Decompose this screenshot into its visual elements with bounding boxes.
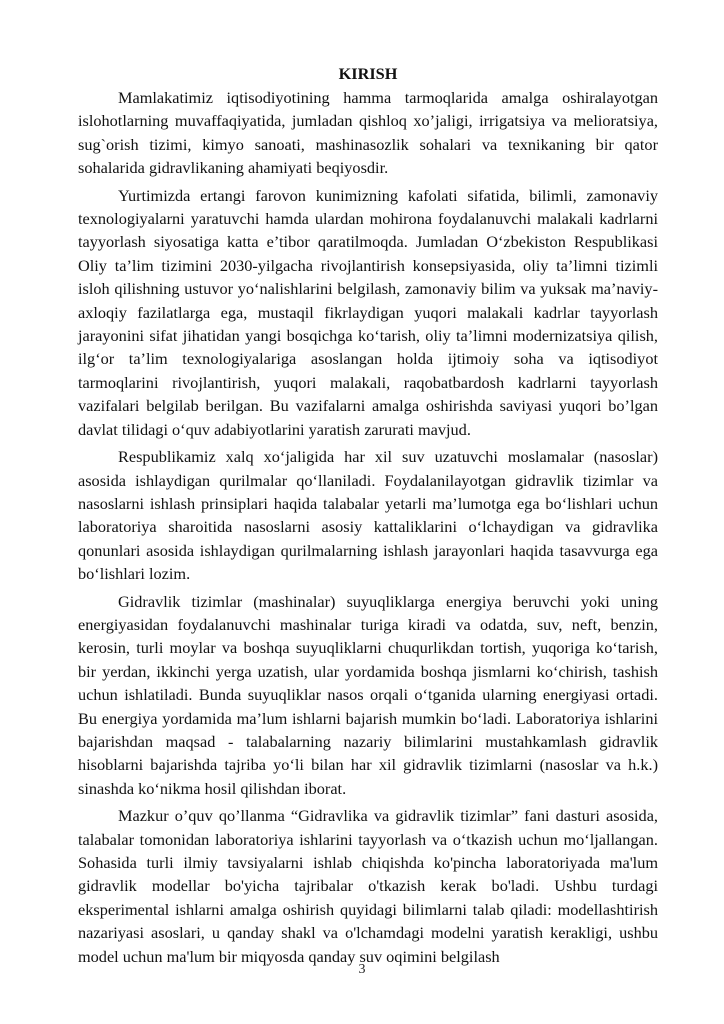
paragraph-2: Yurtimizda ertangi farovon kunimizning kafolati sifatida, bilimli, zamonaviy texnologiyalarni yaratuvchi hamda ulardan mohirona foydalanuvchi malakali kadrlarni tayyorlash siyosatiga katta e’tibor qaratilmoqda. Jumladan O‘zbekiston Respublikasi Oliy ta’lim tizimini 2030-yilgacha rivojlantirish konsepsiyasida, oliy ta’limni tizimli isloh qilishning ustuvor yo‘nalishlarini belgilash, zamonaviy bilim va yuksak ma’naviy-axloqiy fazilatlarga ega, mustaqil fikrlaydigan yuqori malakali kadrlar tayyorlash jarayonini sifat jihatidan yangi bosqichga ko‘tarish, oliy ta’limni modernizatsiya qilish, ilg‘or ta’lim texnologiyalariga asoslangan holda ijtimoiy soha va iqtisodiyot tarmoqlarini rivojlantirish, yuqori malakali, raqobatbardosh kadrlarni tayyorlash vazifalari belgilab berilgan. Bu vazifalarni amalga oshirishda saviyasi yuqori bo’lgan davlat tilidagi o‘quv adabiyotlarini yaratish zarurati mavjud. [78, 185, 658, 439]
document-page [78, 62, 658, 968]
paragraph-5: Mazkur o’quv qo’llanma “Gidravlika va gidravlik tizimlar” fani dasturi asosida, talabalar tomonidan laboratoriya ishlarini tayyorlash va o‘tkazish uchun mo‘ljallangan. Sohasida turli ilmiy tavsiyalarni ishlab chiqishda ko'pincha laboratoriyada ma'lum gidravlik modellar bo'yicha tajribalar o'tkazish kerak bo'ladi. Ushbu turdagi eksperimental ishlarni amalga oshirish quyidagi bilimlarni talab qiladi: modellashtirish nazariyasi asoslari, u qanday shakl va o'lchamdagi modelni yaratish kerakligi, ushbu model uchun ma'lum bir miqyosda qanday suv oqimini belgilash [78, 806, 658, 966]
paragraph-3: Respublikamiz xalq xo‘jaligida har xil suv uzatuvchi moslamalar (nasoslar) asosida ishlaydigan qurilmalar qo‘llaniladi. Foydalanilayotgan gidravlik tizimlar va nasoslarni ishlash prinsiplari haqida talabalar yetarli ma’lumotga ega bo‘lishlari uchun laboratoriya sharoitida nasoslarni asosiy kattaliklarini o‘lchaydigan va gidravlika qonunlari asosida ishlaydigan qurilmalarning ishlash jarayonlari haqida tasavvurga ega bo‘lishlari lozim. [78, 447, 658, 584]
section-title: KIRISH [338, 64, 398, 83]
paragraph-1: Mamlakatimiz iqtisodiyotining hamma tarmoqlarida amalga oshiralayotgan islohotlarning muvaffaqiyatida, jumladan qishloq xo’jaligi, irrigatsiya va melioratsiya, sug`orish tizimi, kimyo sanoati, mashinasozlik sohalari va texnikaning bir qator sohalarida gidravlikaning ahamiyati beqiyosdir. [78, 88, 658, 178]
page-number: 3 [358, 962, 366, 977]
paragraph-4: Gidravlik tizimlar (mashinalar) suyuqliklarga energiya beruvchi yoki uning energiyasidan foydalanuvchi mashinalar turiga kiradi va odatda, suv, neft, benzin, kerosin, turli moylar va boshqa suyuqliklarni chuqurlikdan tortish, yuqoriga ko‘tarish, bir yerdan, ikkinchi yerga uzatish, ular yordamida boshqa jismlarni ko‘chirish, tashish uchun ishlatiladi. Bunda suyuqliklar nasos orqali o‘tganida ularning energiyasi ortadi. Bu energiya yordamida ma’lum ishlarni bajarish mumkin bo‘ladi. Laboratoriya ishlarini bajarishdan maqsad - talabalarning nazariy bilimlarini mustahkamlash gidravlik hisoblarni bajarishda tajriba yo‘li bilan har xil gidravlik tizimlarni (nasoslar va h.k.) sinashda ko‘nikma hosil qilishdan iborat. [78, 591, 658, 798]
